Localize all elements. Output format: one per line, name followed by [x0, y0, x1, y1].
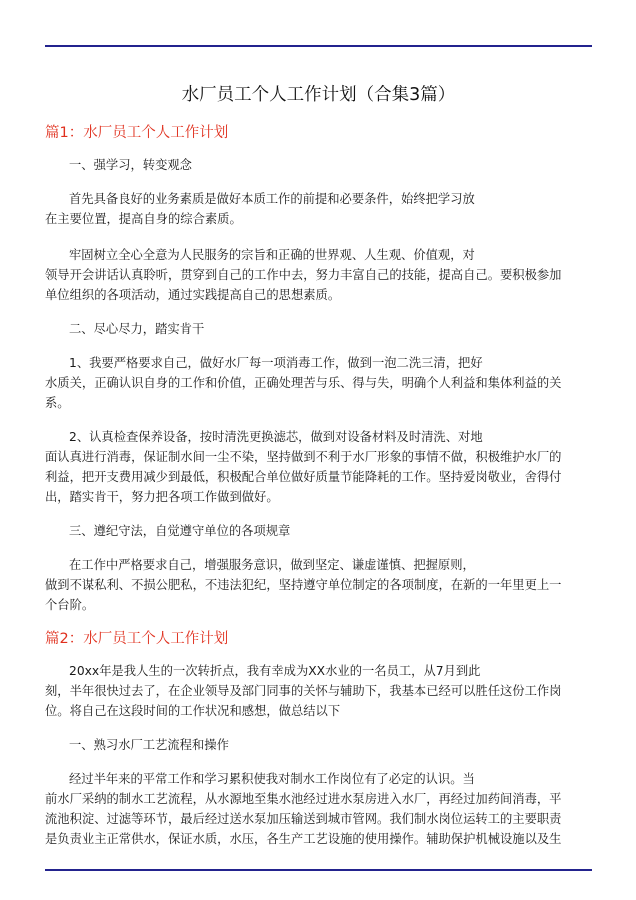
section-1-paragraph-1: [45, 189, 592, 229]
paragraph-line: 领导开会讲话认真聆听，贯穿到自己的工作中去，努力丰富自己的技能，提高自己。要积极参加: [45, 268, 562, 282]
paragraph-line: 做到不谋私利、不损公肥私，不违法犯纪，坚持遵守单位制定的各项制度，在新的一年里更上一: [45, 578, 562, 592]
header-rule: [45, 45, 592, 47]
paragraph-line: 系。: [45, 396, 70, 410]
paragraph-line: 是负责业主正常供水，保证水质，水压，各生产工艺设施的使用操作。辅助保护机械设施以及生: [45, 832, 562, 846]
section-1-title: 篇1：水厂员工个人工作计划: [45, 125, 229, 141]
section-1-paragraph-4: [45, 427, 592, 507]
section-1-heading-1: 一、强学习，转变观念: [69, 158, 192, 172]
document-title: 水厂员工个人工作计划（合集3篇）: [181, 85, 456, 105]
paragraph-line: 2、认真检查保养设备，按时清洗更换滤芯，做到对设备材料及时清洗、对地: [69, 430, 483, 444]
paragraph-line: 单位组织的各项活动，通过实践提高自己的思想素质。: [45, 288, 341, 302]
paragraph-line: 经过半年来的平常工作和学习累积使我对制水工作岗位有了必定的认识。当: [69, 772, 475, 786]
section-2-paragraph-2: [45, 769, 592, 849]
paragraph-line: 牢固树立全心全意为人民服务的宗旨和正确的世界观、人生观、价值观，对: [69, 248, 475, 262]
paragraph-line: 位。将自己在这段时间的工作状况和感想，做总结以下: [45, 704, 341, 718]
section-1-paragraph-5: [45, 555, 592, 615]
section-2-paragraph-1: [45, 661, 592, 721]
section-2-title: 篇2：水厂员工个人工作计划: [45, 631, 229, 647]
paragraph-line: 在工作中严格要求自己，增强服务意识，做到坚定、谦虚谨慎、把握原则，: [69, 558, 475, 572]
section-1-heading-3: 三、遵纪守法，自觉遵守单位的各项规章: [69, 524, 291, 538]
paragraph-line: 流池积淀、过滤等环节，最后经过送水泵加压输送到城市管网。我们制水岗位运转工的主要职责: [45, 812, 562, 826]
paragraph-line: 面认真进行消毒，保证制水间一尘不染，坚持做到不利于水厂形象的事情不做，积极维护水厂的: [45, 450, 562, 464]
footer-rule: [45, 869, 592, 871]
paragraph-line: 出，踏实肯干，努力把各项工作做到做好。: [45, 490, 279, 504]
paragraph-line: 利益，把开支费用减少到最低，积极配合单位做好质量节能降耗的工作。坚持爱岗敬业，舍得付: [45, 470, 562, 484]
paragraph-line: 首先具备良好的业务素质是做好本质工作的前提和必要条件，始终把学习放: [69, 192, 475, 206]
paragraph-line: 在主要位置，提高自身的综合素质。: [45, 212, 242, 226]
paragraph-line: 20xx年是我人生的一次转折点，我有幸成为XX水业的一名员工，从7月到此: [69, 664, 481, 678]
paragraph-line: 前水厂采纳的制水工艺流程，从水源地至集水池经过进水泵房进入水厂，再经过加药间消毒，平: [45, 792, 562, 806]
section-1-paragraph-3: [45, 353, 592, 413]
paragraph-line: 个台阶。: [45, 598, 95, 612]
document-page: [45, 64, 592, 849]
paragraph-line: 1、我要严格要求自己，做好水厂每一项消毒工作，做到一泡二洗三清，把好: [69, 356, 483, 370]
paragraph-line: 水质关，正确认识自身的工作和价值，正确处理苦与乐、得与失，明确个人利益和集体利益的关: [45, 376, 562, 390]
paragraph-line: 刻，半年很快过去了，在企业领导及部门同事的关怀与辅助下，我基本已经可以胜任这份工作岗: [45, 684, 562, 698]
section-2-heading-1: 一、熟习水厂工艺流程和操作: [69, 738, 229, 752]
section-1-paragraph-2: [45, 245, 592, 305]
section-1-heading-2: 二、尽心尽力，踏实肯干: [69, 322, 205, 336]
